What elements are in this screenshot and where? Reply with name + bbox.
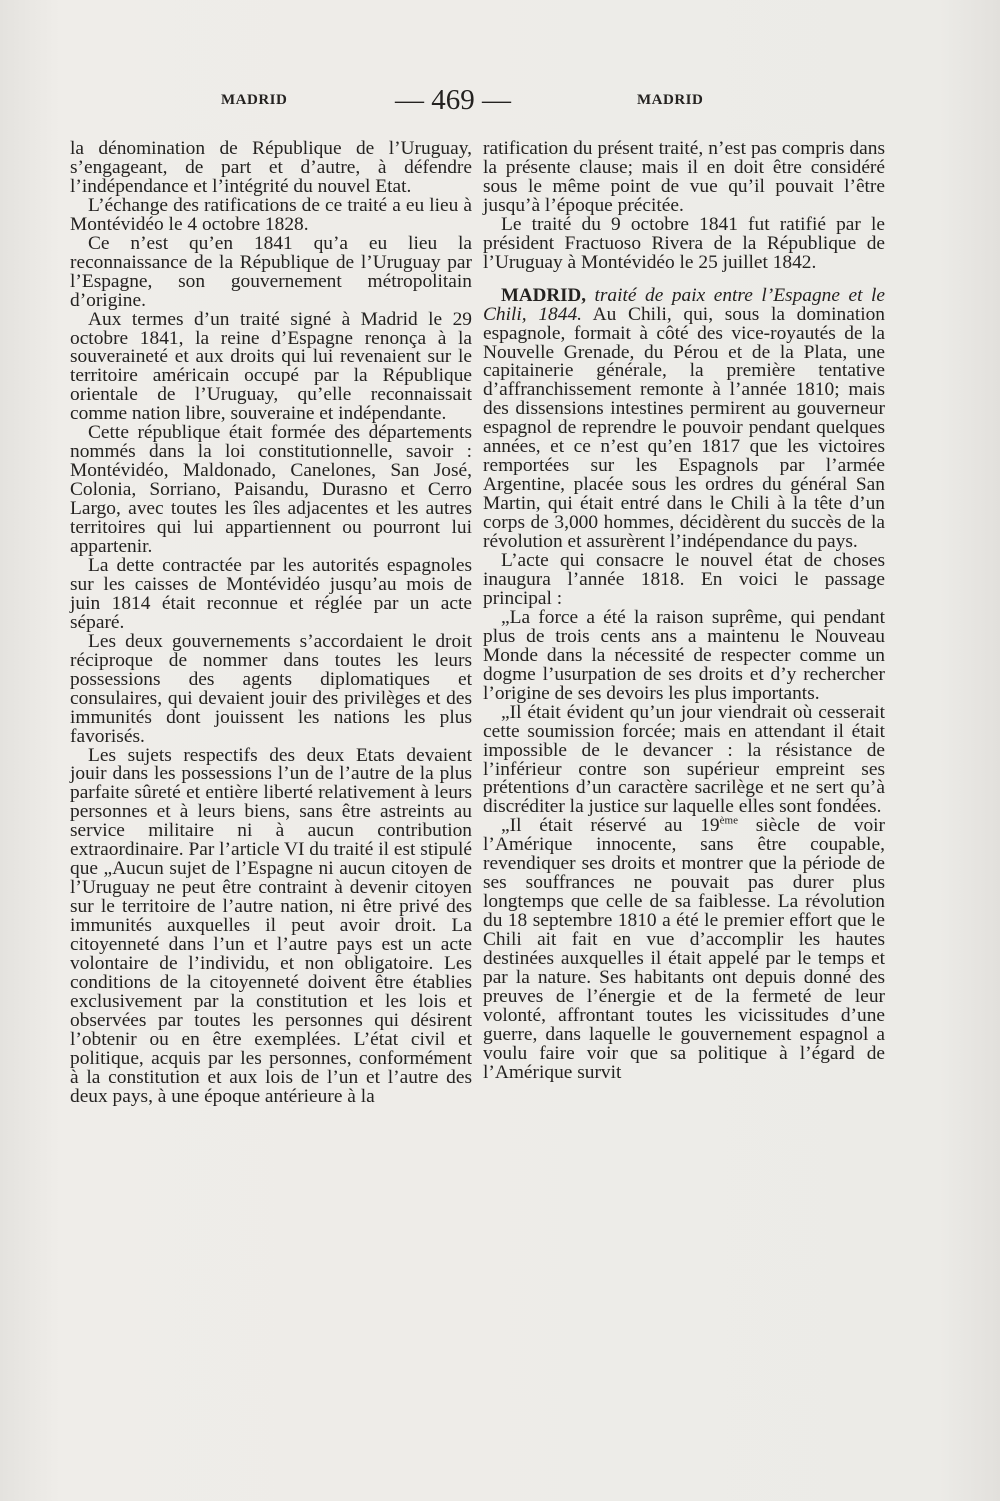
page-number: — 469 — xyxy=(395,84,511,116)
right-column xyxy=(483,140,885,1083)
paragraph: Cette république était formée des départements nommés dans la loi constitutionnelle, savoir : Montévidéo, Maldonado, Canelones, San José, Colonia, Sorriano, Paisandu, Durasno et Cerro Largo, avec toutes les îles adjacentes et les autres territoires qui lui appartiennent ou pourront lui appartenir. xyxy=(70,422,472,558)
paragraph: „Il était évident qu’un jour viendrait où cesserait cette soumission forcée; mais en attendant il était impossible de le devancer : la résistance de l’inférieur contre son supérieur empreint ses prétentions d’un caractère sacrilège et ne sert qu’à discréditer la justice sur laquelle elles sont fondées. xyxy=(483,701,885,818)
running-header xyxy=(0,86,1000,116)
paragraph: L’échange des ratifications de ce traité a eu lieu à Montévidéo le 4 octobre 1828. xyxy=(70,194,472,235)
paragraph-text: siècle de voir l’Amérique innocente, sans être coupable, revendiquer ses droits et montrer que la période de ses souffrances ne pouvait pas durer plus longtemps que celle de sa faiblesse. La révolution du 18 septembre 1810 a été le premier effort que le Chili ait fait en vue d’accomplir les hautes destinées auxquelles il était appelé par le temps et par la nature. Ses habitants ont depuis donné des preuves de l’énergie et de la fermeté de leur volonté, affrontant toutes les vicissitudes d’une guerre, dans laquelle le gouvernement espagnol a voulu faire voir que sa politique à l’égard de l’Amérique survit xyxy=(483,815,885,1083)
paragraph: Ce n’est qu’en 1841 qu’a eu lieu la reconnaissance de la République de l’Uruguay par l’Espagne, son gouvernement métropolitain d’origine. xyxy=(70,232,472,311)
paragraph: ratification du présent traité, n’est pas compris dans la présente clause; mais il en doit être considéré sous le même point de vue qu’il pouvait l’être jusqu’à l’époque précitée. xyxy=(483,138,885,216)
left-column xyxy=(70,140,472,1107)
paragraph: Les sujets respectifs des deux Etats devaient jouir dans les possessions l’un de l’autre de la plus parfaite sûreté et entière liberté relativement à leurs personnes et à leurs biens, sans être astreints au service militaire ni à aucun contribution extraordinaire. Par l’article VI du traité il est stipulé que „Aucun sujet de l’Espagne ni aucun citoyen de l’Uruguay ne peut être contraint à devenir citoyen sur le territoire de l’autre nation, ni être privé des immunités auxquelles il peut avoir droit. La citoyenneté dans l’un et l’autre pays est un acte volontaire de l’individu, et non obligatoire. Les conditions de la citoyenneté doivent être établies exclusivement par la constitution et les lois et observées par toutes les personnes qui désirent l’obtenir ou en être exemplées. L’état civil et politique, acquis par les personnes, conformément à la constitution et aux lois de l’un et l’autre des deux pays, à une époque antérieure à la xyxy=(70,744,472,1107)
entry-paragraph xyxy=(483,284,885,553)
paragraph: Les deux gouvernements s’accordaient le droit réciproque de nommer dans toutes les leurs possessions des agents diplomatiques et consulaires, qui devaient jouir des privilèges et des immunités dont jouissent les nations les plus favorisés. xyxy=(70,630,472,747)
paragraph: Le traité du 9 octobre 1841 fut ratifié par le président Fractuoso Rivera de la République de l’Uruguay à Montévidéo le 25 juillet 1842. xyxy=(483,213,885,273)
paragraph-text: „Il était réservé au 19 xyxy=(501,815,720,837)
entry-headword: MADRID, xyxy=(501,284,586,306)
paragraph: „La force a été la raison suprême, qui pendant plus de trois cents ans a maintenu le Nouveau Monde dans la nécessité de respecter comme un dogme l’usurpation de ses droits et d’y rechercher l’origine de ses devoirs les plus importants. xyxy=(483,606,885,704)
entry-title: traité de paix entre l’Espagne et le Chili, 1844. xyxy=(483,284,885,325)
paragraph: Aux termes d’un traité signé à Madrid le 29 octobre 1841, la reine d’Espagne renonça à la souveraineté et aux droits qui lui revenaient sur le territoire américain occupé par la République orientale de l’Uruguay, qu’elle reconnaissait comme nation libre, souveraine et indépendante. xyxy=(70,308,472,425)
entry-text: Au Chili, qui, sous la domination espagnole, formait à côté des vice-royautés de la Nouvelle Grenade, du Pérou et de la Plata, une capitainerie générale, la première tentative d’affranchissement remonte à l’année 1810; mais des dissensions intestines permirent au gouverneur espagnol de reprendre le pouvoir pendant quelques années, et ce n’est qu’en 1817 que les victoires remportées sur les Espagnols par l’armée Argentine, placée sous les ordres du général San Martin, qui était entré dans le Chili à la tête d’un corps de 3,000 hommes, décidèrent du succès de la révolution et assurèrent l’indépendance du pays. xyxy=(483,303,885,553)
paragraph: La dette contractée par les autorités espagnoles sur les caisses de Montévidéo jusqu’au mois de juin 1814 était reconnue et réglée par un acte séparé. xyxy=(70,554,472,633)
paragraph: la dénomination de République de l’Uruguay, s’engageant, de part et d’autre, à défendre l’indépendance et l’intégrité du nouvel Etat. xyxy=(70,138,472,197)
superscript: ème xyxy=(719,814,738,827)
paragraph xyxy=(483,814,885,1083)
paragraph: L’acte qui consacre le nouvel état de choses inaugura l’année 1818. En voici le passage principal : xyxy=(483,550,885,609)
header-right-title: MADRID xyxy=(637,92,704,108)
header-left-title: MADRID xyxy=(221,92,288,108)
